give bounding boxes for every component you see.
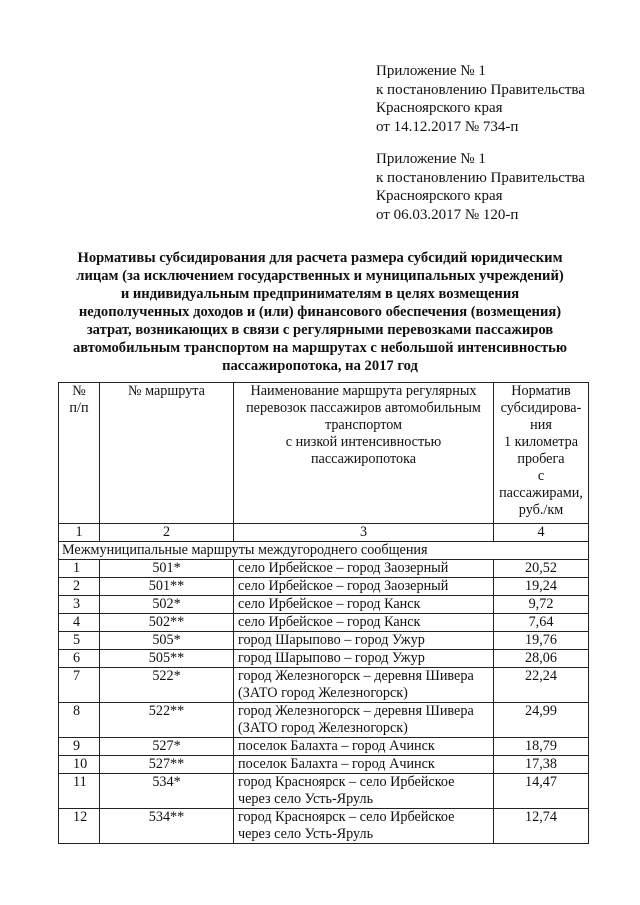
route-number: 534* (100, 774, 234, 809)
route-number: 505* (100, 632, 234, 650)
route-number: 522* (100, 668, 234, 703)
route-name-line: город Красноярск – село Ирбейское (238, 774, 455, 790)
section-row (59, 542, 589, 560)
row-number: 7 (59, 668, 100, 703)
row-number: 4 (59, 614, 100, 632)
table-row (59, 774, 589, 809)
table-row (59, 560, 589, 578)
title-line: автомобильным транспортом на маршрутах с небольшой интенсивностью (72, 340, 568, 356)
title-line: затрат, возникающих в связи с регулярными перевозками пассажиров (86, 322, 554, 338)
table-row (59, 614, 589, 632)
route-name-line: (ЗАТО город Железногорск) (238, 685, 408, 701)
appendix-block-2017-120 (376, 150, 585, 224)
header-norm-value: Норматив субсидирова- ния 1 километра пробега с пассажирами, руб./км (494, 383, 589, 524)
title-line: недополученных доходов и (или) финансового обеспечения (возмещения) (78, 304, 562, 320)
subsidy-norms-table (58, 382, 589, 844)
header-route-number: № маршрута (100, 383, 234, 524)
route-number: 527* (100, 738, 234, 756)
route-name-line: (ЗАТО город Железногорск) (238, 720, 408, 736)
title-line: лицам (за исключением государственных и муниципальных учреждений) (76, 268, 564, 284)
section-title: Межмуниципальные маршруты междугороднего сообщения (59, 542, 589, 560)
row-number: 2 (59, 578, 100, 596)
row-number: 9 (59, 738, 100, 756)
table-row (59, 756, 589, 774)
route-name (234, 774, 494, 809)
norm-value: 28,06 (494, 650, 589, 668)
title-line: и индивидуальным предпринимателям в целях возмещения (120, 286, 520, 302)
route-name (234, 632, 494, 650)
table-row (59, 703, 589, 738)
route-name (234, 738, 494, 756)
route-name (234, 668, 494, 703)
norm-value: 20,52 (494, 560, 589, 578)
table-row (59, 632, 589, 650)
norm-value: 22,24 (494, 668, 589, 703)
norm-value: 19,76 (494, 632, 589, 650)
route-number: 522** (100, 703, 234, 738)
route-name-line: поселок Балахта – город Ачинск (238, 738, 435, 754)
column-index: 2 (100, 524, 234, 542)
table-row (59, 578, 589, 596)
appendix-line: от 06.03.2017 № 120-п (376, 206, 519, 223)
table-row (59, 668, 589, 703)
column-index-row (59, 524, 589, 542)
route-name-line: город Железногорск – деревня Шивера (238, 668, 474, 684)
route-name-line: село Ирбейское – город Канск (238, 596, 421, 612)
norm-value: 7,64 (494, 614, 589, 632)
route-name (234, 578, 494, 596)
title-line: Нормативы субсидирования для расчета размера субсидий юридическим (77, 250, 563, 266)
table-body-rows (59, 560, 589, 844)
header-number: № п/п (59, 383, 100, 524)
route-name (234, 614, 494, 632)
column-index: 4 (494, 524, 589, 542)
route-name-line: город Шарыпово – город Ужур (238, 632, 425, 648)
row-number: 3 (59, 596, 100, 614)
route-number: 502** (100, 614, 234, 632)
appendix-block-2017-734 (376, 62, 585, 136)
route-name (234, 756, 494, 774)
row-number: 5 (59, 632, 100, 650)
appendix-line: Красноярского края (376, 188, 503, 204)
table-row (59, 650, 589, 668)
norm-value: 12,74 (494, 809, 589, 844)
column-index: 1 (59, 524, 100, 542)
norm-value: 17,38 (494, 756, 589, 774)
norm-value: 19,24 (494, 578, 589, 596)
route-name-line: город Красноярск – село Ирбейское (238, 809, 455, 825)
route-name-line: поселок Балахта – город Ачинск (238, 756, 435, 772)
appendix-line: Красноярского края (376, 100, 503, 116)
route-name (234, 650, 494, 668)
appendix-line: к постановлению Правительства (376, 169, 585, 186)
route-number: 534** (100, 809, 234, 844)
route-name-line: село Ирбейское – город Канск (238, 614, 421, 630)
norm-value: 14,47 (494, 774, 589, 809)
route-name (234, 703, 494, 738)
route-name-line: город Шарыпово – город Ужур (238, 650, 425, 666)
row-number: 1 (59, 560, 100, 578)
route-number: 502* (100, 596, 234, 614)
route-name-line: село Ирбейское – город Заозерный (238, 560, 449, 576)
route-number: 501* (100, 560, 234, 578)
route-name-line: село Ирбейское – город Заозерный (238, 578, 449, 594)
column-index: 3 (234, 524, 494, 542)
row-number: 6 (59, 650, 100, 668)
norm-value: 24,99 (494, 703, 589, 738)
table-header-row (59, 383, 589, 524)
appendix-line: Приложение № 1 (376, 151, 486, 167)
document-title (40, 249, 600, 375)
norm-value: 18,79 (494, 738, 589, 756)
row-number: 8 (59, 703, 100, 738)
header-route-name: Наименование маршрута регулярных перевозок пассажиров автомобильным транспортом с низкой интенсивностью пассажиропотока (234, 383, 494, 524)
route-name (234, 596, 494, 614)
route-name-line: через село Усть-Яруль (238, 791, 374, 807)
appendix-line: к постановлению Правительства (376, 81, 585, 98)
table-row (59, 738, 589, 756)
route-name-line: город Железногорск – деревня Шивера (238, 703, 474, 719)
route-number: 527** (100, 756, 234, 774)
route-number: 505** (100, 650, 234, 668)
appendix-line: Приложение № 1 (376, 63, 486, 79)
norm-value: 9,72 (494, 596, 589, 614)
route-name-line: через село Усть-Яруль (238, 826, 374, 842)
route-name (234, 560, 494, 578)
title-line: пассажиропотока, на 2017 год (222, 358, 418, 374)
appendix-line: от 14.12.2017 № 734-п (376, 118, 519, 135)
row-number: 12 (59, 809, 100, 844)
row-number: 11 (59, 774, 100, 809)
table-row (59, 809, 589, 844)
route-number: 501** (100, 578, 234, 596)
route-name (234, 809, 494, 844)
table-row (59, 596, 589, 614)
row-number: 10 (59, 756, 100, 774)
